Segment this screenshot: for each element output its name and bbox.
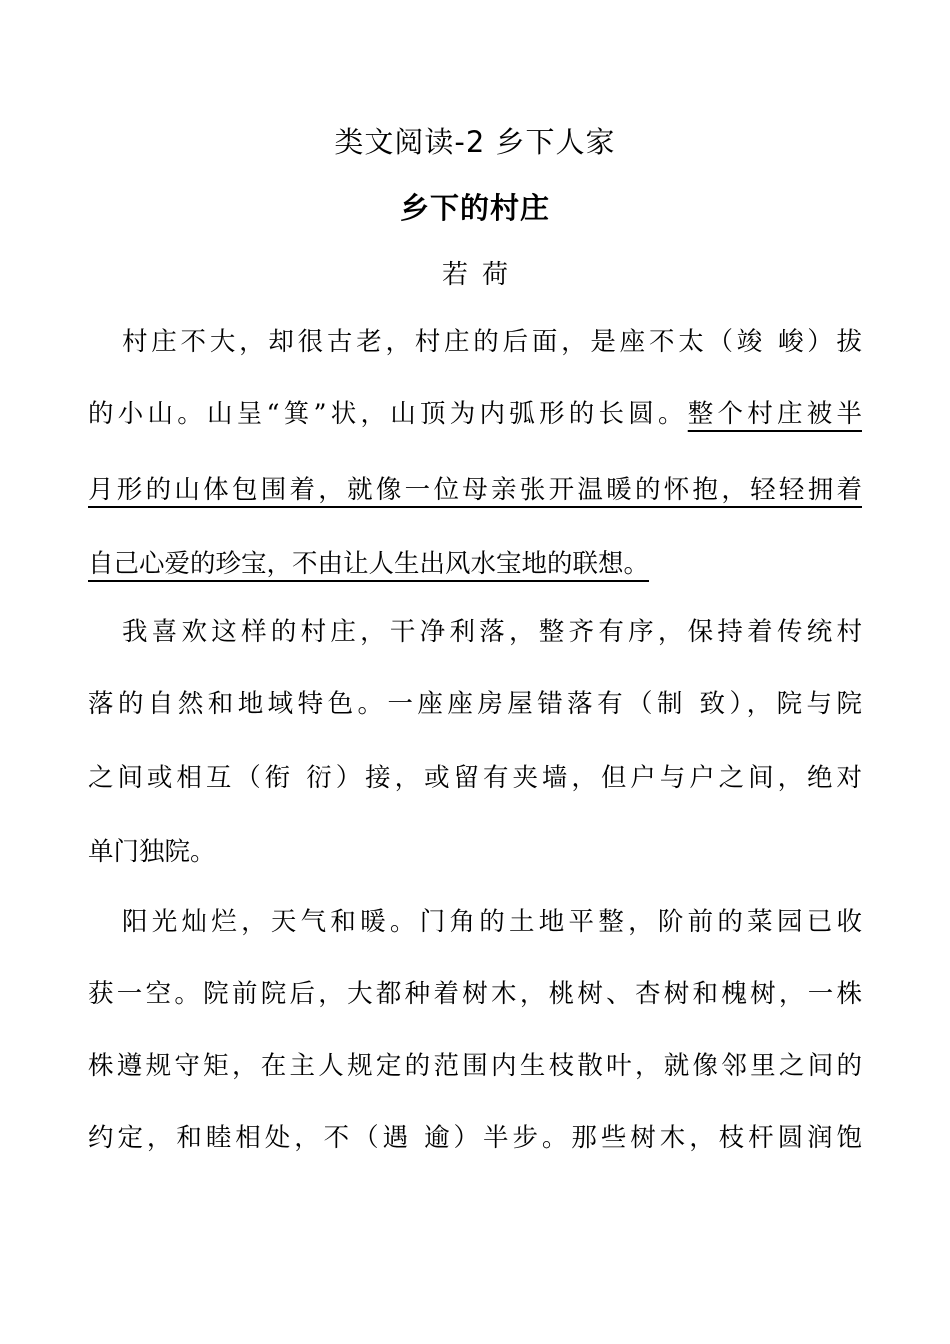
underlined-sentence: 月形的山体包围着，就像一位母亲张开温暖的怀抱，轻轻拥着 <box>88 475 862 505</box>
paragraph-3-line-3: 株遵规守矩，在主人规定的范围内生枝散叶，就像邻里之间的 <box>88 1051 862 1081</box>
underlined-sentence: 整个村庄被半 <box>687 399 862 429</box>
article-title: 乡下的村庄 <box>399 191 550 225</box>
paragraph-2-line-2: 落的自然和地域特色。一座座房屋错落有（制 致），院与院 <box>88 689 862 719</box>
paragraph-1-line-2: 的小山。山呈“箕”状，山顶为内弧形的长圆。整个村庄被半 <box>88 399 862 429</box>
paragraph-1-line-1: 村庄不大，却很古老，村庄的后面，是座不太（竣 峻）拔 <box>122 327 862 357</box>
paragraph-2-line-4: 单门独院。 <box>88 837 216 867</box>
paragraph-3-line-1: 阳光灿烂，天气和暖。门角的土地平整，阶前的菜园已收 <box>122 907 862 937</box>
paragraph-3-line-2: 获一空。院前院后，大都种着树木，桃树、杏树和槐树，一株 <box>88 979 862 1009</box>
paragraph-3-line-4: 约定，和睦相处，不（遇 逾）半步。那些树木，枝杆圆润饱 <box>88 1123 862 1153</box>
document-title: 类文阅读-2 乡下人家 <box>334 125 616 159</box>
author-name: 若荷 <box>441 260 522 290</box>
paragraph-2-line-3: 之间或相互（衔 衍）接，或留有夹墙，但户与户之间，绝对 <box>88 763 862 793</box>
paragraph-1-line-4 <box>88 546 862 582</box>
paragraph-1-line-3 <box>88 472 862 508</box>
paragraph-2-line-1: 我喜欢这样的村庄，干净利落，整齐有序，保持着传统村 <box>122 617 862 647</box>
underlined-sentence: 自己心爱的珍宝，不由让人生出风水宝地的联想。 <box>88 549 650 579</box>
